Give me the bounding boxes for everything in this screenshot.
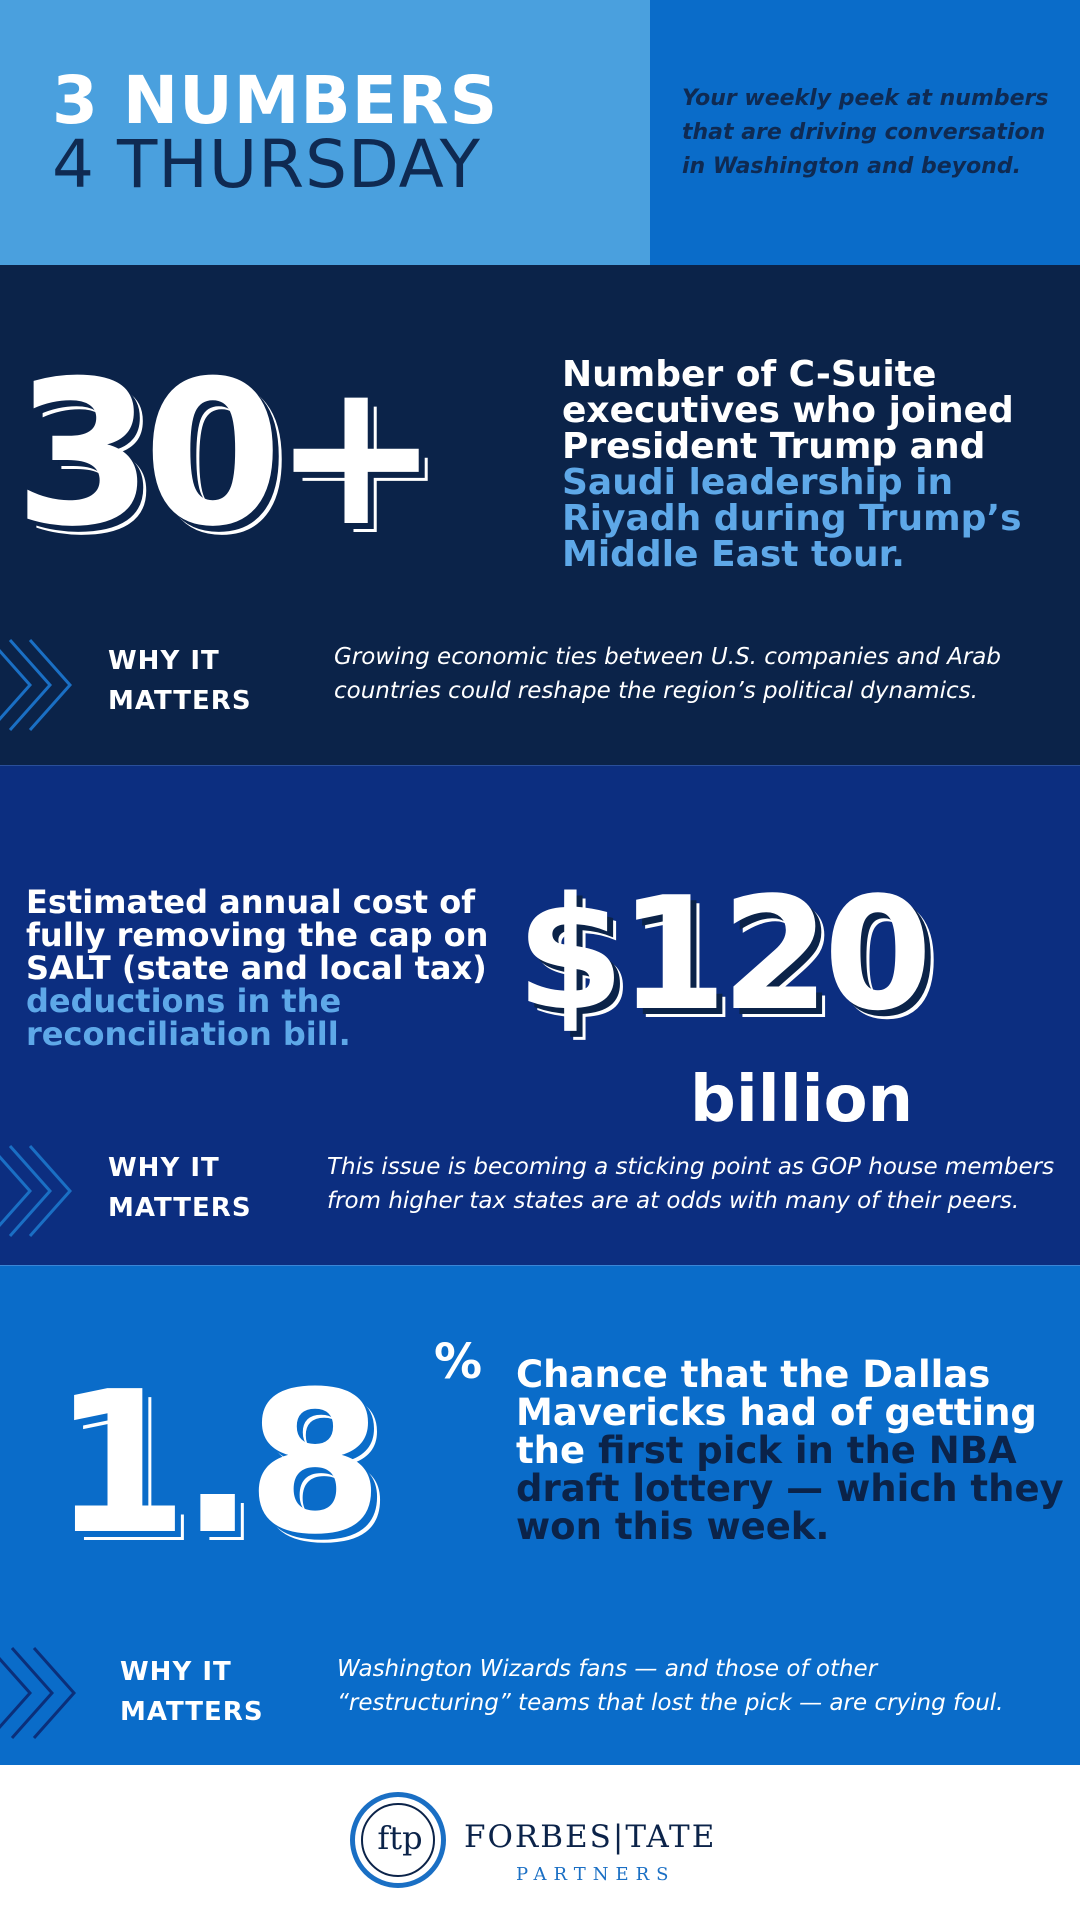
big-number: $120 (516, 863, 927, 1045)
why-it-matters-label (108, 641, 252, 721)
footer (0, 1765, 1080, 1920)
description-plain: Estimated annual cost of fully removing the cap on SALT (state and local tax) (26, 883, 489, 987)
why-it-matters-text: Washington Wizards fans — and those of other “restructuring” teams that lost the pick — are crying foul. (337, 1656, 1004, 1716)
chevron-arrows-icon (0, 635, 90, 735)
stat-description (26, 883, 526, 1053)
why-label-line-2: MATTERS (120, 1697, 264, 1727)
section-mavericks (0, 1265, 1080, 1765)
chevron-arrows-icon (0, 1141, 90, 1241)
stat-description (562, 354, 1062, 575)
why-it-matters-label (120, 1652, 264, 1732)
why-label-line-2: MATTERS (108, 686, 252, 716)
why-it-matters-label (108, 1148, 252, 1228)
big-number: 1.8 (52, 1350, 376, 1578)
description-plain: Chance that the Dallas Mavericks had of getting the (516, 1353, 1037, 1472)
why-it-matters-text: This issue is becoming a sticking point as GOP house members from higher tax states are at odds with many of their peers. (327, 1154, 1055, 1214)
description-highlight: Saudi leadership in Riyadh during Trump’s Middle East tour. (562, 462, 1022, 575)
logo-ring (361, 1803, 435, 1877)
title-line-1: 3 NUMBERS (52, 62, 499, 139)
header (0, 0, 1080, 265)
description-plain: Number of C-Suite executives who joined President Trump and (562, 354, 1014, 467)
description-highlight: first pick in the NBA draft lottery — which they won this week. (516, 1429, 1064, 1548)
unit-label: billion (690, 1063, 914, 1137)
why-it-matters-text: Growing economic ties between U.S. companies and Arab countries could reshape the region’s political dynamics. (334, 644, 1001, 704)
why-label-line-2: MATTERS (108, 1193, 252, 1223)
section-c-suite (0, 265, 1080, 765)
section-salt (0, 765, 1080, 1265)
big-number: 30+ (14, 338, 430, 571)
brand-name: FORBES|TATE (464, 1819, 717, 1855)
tagline: Your weekly peek at numbers that are driving conversation in Washington and beyond. (682, 86, 1049, 179)
stat-description (516, 1353, 1066, 1548)
description-highlight: deductions in the reconciliation bill. (26, 982, 351, 1053)
title-line-2: 4 THURSDAY (52, 126, 481, 203)
why-label-line-1: WHY IT (108, 646, 220, 676)
unit-label: % (434, 1334, 483, 1390)
ftp-logo[interactable] (350, 1792, 446, 1888)
brand-subtitle: PARTNERS (516, 1864, 676, 1885)
why-label-line-1: WHY IT (120, 1657, 232, 1687)
header-title-panel (0, 0, 650, 265)
logo-mark: ftp (377, 1819, 423, 1857)
why-label-line-1: WHY IT (108, 1153, 220, 1183)
chevron-arrows-icon (0, 1643, 100, 1743)
